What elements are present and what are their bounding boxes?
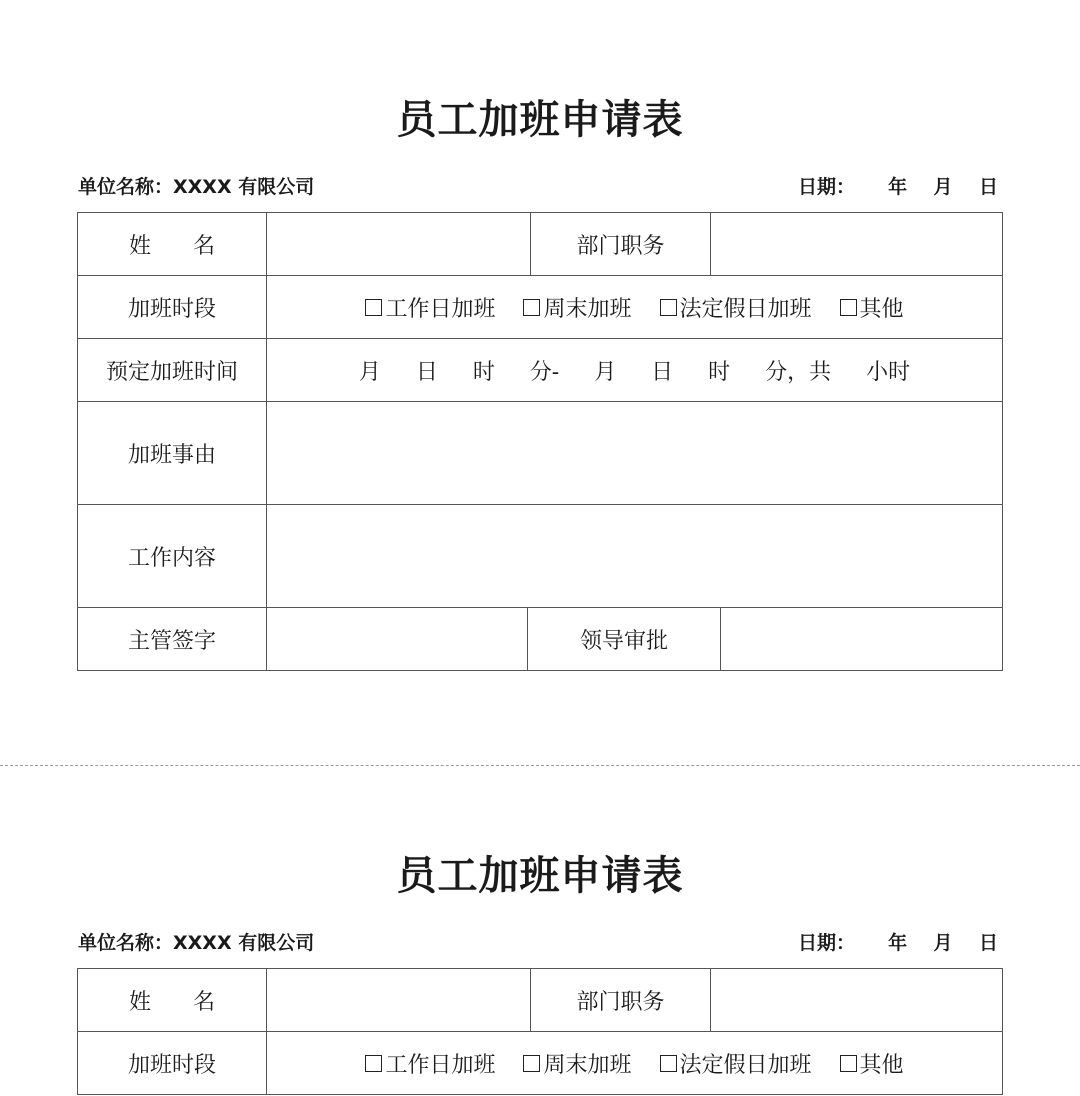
leader-approval-label: 领导审批 <box>527 607 721 671</box>
reason-label: 加班事由 <box>77 401 267 505</box>
checkbox-icon <box>660 299 677 316</box>
ot-option-holiday[interactable]: 法定假日加班 <box>660 1048 812 1079</box>
ot-period-options <box>266 275 1003 339</box>
supervisor-sign-label: 主管签字 <box>77 607 267 671</box>
form-title: 员工加班申请表 <box>396 97 684 143</box>
name-label: 姓 名 <box>77 212 267 276</box>
ot-option-other[interactable]: 其他 <box>840 292 904 323</box>
ot-option-workday[interactable]: 工作日加班 <box>365 292 495 323</box>
ot-option-weekend[interactable]: 周末加班 <box>523 1048 631 1079</box>
ot-period-label: 加班时段 <box>77 1031 267 1095</box>
ot-period-options <box>266 1031 1003 1095</box>
supervisor-sign-field[interactable] <box>266 607 528 671</box>
checkbox-icon <box>840 1055 857 1072</box>
dept-position-field[interactable] <box>710 968 1003 1032</box>
ot-option-workday[interactable]: 工作日加班 <box>365 1048 495 1079</box>
ot-option-weekend[interactable]: 周末加班 <box>523 292 631 323</box>
leader-approval-field[interactable] <box>720 607 1003 671</box>
checkbox-icon <box>365 299 382 316</box>
name-field[interactable] <box>266 212 531 276</box>
planned-time-label: 预定加班时间 <box>77 338 267 402</box>
cut-line-divider <box>0 765 1080 766</box>
name-field[interactable] <box>266 968 531 1032</box>
ot-period-label: 加班时段 <box>77 275 267 339</box>
dept-position-label: 部门职务 <box>530 968 711 1032</box>
checkbox-icon <box>365 1055 382 1072</box>
form-date: 日期： 年 月 日 <box>798 932 998 954</box>
checkbox-icon <box>523 1055 540 1072</box>
dept-position-field[interactable] <box>710 212 1003 276</box>
work-content-field[interactable] <box>266 504 1003 608</box>
form-date: 日期： 年 月 日 <box>798 176 998 198</box>
ot-option-other[interactable]: 其他 <box>840 1048 904 1079</box>
form-title: 员工加班申请表 <box>396 853 684 899</box>
unit-name: 单位名称：XXXX 有限公司 <box>78 176 315 198</box>
reason-field[interactable] <box>266 401 1003 505</box>
checkbox-icon <box>660 1055 677 1072</box>
checkbox-icon <box>840 299 857 316</box>
planned-time-field[interactable]: 月 日 时 分- 月 日 时 分，共 小时 <box>266 338 1003 402</box>
checkbox-icon <box>523 299 540 316</box>
ot-option-holiday[interactable]: 法定假日加班 <box>660 292 812 323</box>
name-label: 姓 名 <box>77 968 267 1032</box>
work-content-label: 工作内容 <box>77 504 267 608</box>
unit-name: 单位名称：XXXX 有限公司 <box>78 932 315 954</box>
dept-position-label: 部门职务 <box>530 212 711 276</box>
